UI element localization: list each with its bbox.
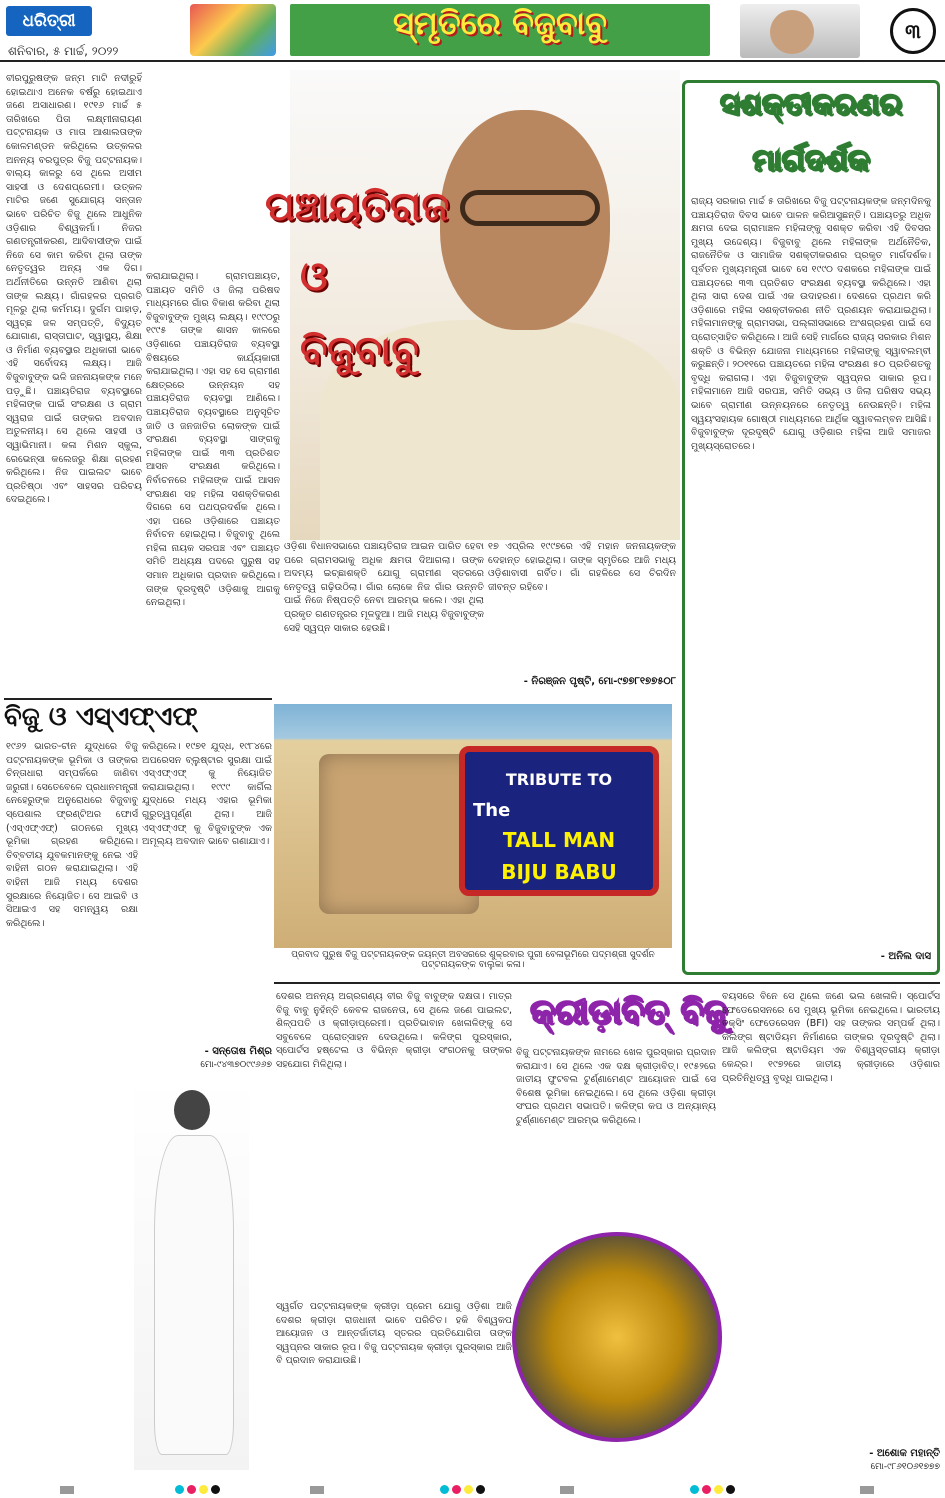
sports-article-col2 xyxy=(722,990,940,1444)
divider xyxy=(274,982,940,984)
main-headline-line1: ପଞ୍ଚାୟତିରାଜ xyxy=(265,184,450,230)
sports-article-byline: - ଅଶୋକ ମହାନ୍ତି xyxy=(869,1448,940,1459)
main-article-col2 xyxy=(146,270,280,694)
main-article-byline: - ନିରଞ୍ଜନ ପୃଷ୍ଟି, ମୋ-୯୭୭୮୧୭୭୫୦୮ xyxy=(523,676,676,687)
sports-article-col2-text: ବୟସରେ ବିନେ ସେ ଥିଲେ ଜଣେ ଭଲ ଖେଳାଳି। ସ୍ପୋର୍ଟସ ଫେଡେରେସନରେ ସେ ମୁଖ୍ୟ ଭୂମିକା ନେଇଥିଲେ। ଭାରତୀୟ ବକ୍ସିଂ ଫେଡେରେସନ (BFI) ସହ ତାଙ୍କର ସମ୍ପର୍କ ଥିଲା। କଲିଙ୍ଗ ଷ୍ଟାଡିୟମ ନିର୍ମାଣରେ ତାଙ୍କର ଦୂରଦୃଷ୍ଟି ଥିଲା। ଆଜି କଲିଙ୍ଗ ଷ୍ଟାଡିୟମ ଏକ ବିଶ୍ୱସ୍ତରୀୟ କ୍ରୀଡ଼ା କେନ୍ଦ୍ର। ୧୯୭୨ରେ ଜାତୀୟ କ୍ରୀଡ଼ାରେ ଓଡ଼ିଶାର ପ୍ରତିନିଧିତ୍ୱ ବୃଦ୍ଧି ପାଇଥିଲା। xyxy=(722,991,940,1084)
sports-article-col3-text: ସ୍ୱର୍ଗତ ପଟ୍ଟନାୟକଙ୍କ କ୍ରୀଡ଼ା ପ୍ରେମ ଯୋଗୁ ଓଡ଼ିଶା ଆଜି ଦେଶର କ୍ରୀଡ଼ା ରାଜଧାନୀ ଭାବେ ପରିଚିତ। ହକି ବିଶ୍ୱକପ ଆୟୋଜନ ଓ ଆନ୍ତର୍ଜାତୀୟ ସ୍ତରର ପ୍ରତିଯୋଗିତା ତାଙ୍କ ସ୍ୱପ୍ନର ସାକାର ରୂପ। ବିଜୁ ପଟ୍ଟନାୟକ କ୍ରୀଡ଼ା ପୁରସ୍କାର ଆଜି ବି ପ୍ରଦାନ କରାଯାଉଛି। xyxy=(276,1301,512,1367)
header-collage-image xyxy=(190,4,276,56)
sports-article-col1 xyxy=(516,1046,716,1228)
masthead xyxy=(0,0,945,62)
main-article-col4-text: ୧୭ ଏପ୍ରିଲ ୧୯୯୭ରେ ଏହି ମହାନ ଜନନାୟକଙ୍କ ଦେହାନ୍ତ ହୋଇଥିଲା। ତାଙ୍କ ସ୍ମୃତିରେ ଆଜି ମଧ୍ୟ ଓଡ଼ିଶାବାସୀ ଗର୍ବିତ। ଗାଁ ଗହଳିରେ ସେ ଚିରଦିନ ଜୀବନ୍ତ ରହିବେ। xyxy=(488,541,676,593)
sand-sculpture-face xyxy=(319,754,479,914)
main-article-col2-text: କରାଯାଇଥିଲା। ଗ୍ରାମପଞ୍ଚାୟତ, ପଞ୍ଚାୟତ ସମିତି ଓ ଜିଲା ପରିଷଦ ମାଧ୍ୟମରେ ଗାଁର ବିକାଶ କରିବା ଥିଲା ବିଜୁବାବୁଙ୍କ ମୁଖ୍ୟ ଲକ୍ଷ୍ୟ। ୧୯୯୦ରୁ ୧୯୯୫ ତାଙ୍କ ଶାସନ କାଳରେ ଓଡ଼ିଶାରେ ପଞ୍ଚାୟତିରାଜ ବ୍ୟବସ୍ଥା ବିଷୟରେ କାର୍ଯ୍ୟକାରୀ କରାଯାଇଥିଲା। ଏହା ସହ ସେ ଗ୍ରାମୀଣ କ୍ଷେତ୍ରରେ ଉନ୍ନୟନ ସହ ପଞ୍ଚାୟତିରାଜ ବ୍ୟବସ୍ଥା ଆଣିଲେ। ପଞ୍ଚାୟତିରାଜ ବ୍ୟବସ୍ଥାରେ ଅନୁସୂଚିତ ଜାତି ଓ ଜନଜାତିର ଲୋକଙ୍କ ପାଇଁ ସଂରକ୍ଷଣ ବ୍ୟବସ୍ଥା ସାଙ୍ଗକୁ ମହିଳାଙ୍କ ପାଇଁ ୩୩ ପ୍ରତିଶତ ଆସନ ସଂରକ୍ଷଣ କରିଥିଲେ। ନିର୍ବାଚନରେ ମହିଳାଙ୍କ ପାଇଁ ଆସନ ସଂରକ୍ଷଣ ସହ ମହିଳା ସଶକ୍ତିକରଣ ଦିଗରେ ସେ ପଥପ୍ରଦର୍ଶକ ଥିଲେ। ଏହା ପରେ ଓଡ଼ିଶାରେ ପଞ୍ଚାୟତ ନିର୍ବାଚନ ହୋଇଥିଲା। ବିଜୁବାବୁ ଥିଲେ ମହିଳା ନାୟକ ସରପଞ୍ଚ ଏବଂ ପଞ୍ଚାୟତ ସମିତି ଅଧ୍ୟକ୍ଷ ପଦରେ ପୁରୁଷ ସହ ସମାନ ଅଧିକାର ପ୍ରଦାନ କରିଥିଲେ। ତାଙ୍କ ଦୂରଦୃଷ୍ଟି ଓଡ଼ିଶାକୁ ଆଗକୁ ନେଇଥିଲା। xyxy=(146,271,280,609)
page-number: ୩ xyxy=(890,8,936,54)
sand-art-sign-line1: TRIBUTE TO xyxy=(505,770,613,789)
sand-art-sign-line5: BIJU BABU xyxy=(501,860,617,884)
right-article-byline: - ଅନିଲ ଦାସ xyxy=(880,951,931,962)
trophies-photo xyxy=(512,1232,722,1442)
sports-article-col3 xyxy=(276,1300,512,1470)
main-article-col3 xyxy=(284,540,484,690)
biju-saf-byline-phone: ମୋ-୯୪୩୭୦୯୯୬୬୭ xyxy=(200,1060,272,1070)
header-portrait-image xyxy=(740,4,860,58)
issue-date: ଶନିବାର, ୫ ମାର୍ଚ୍ଚ, ୨୦୨୨ xyxy=(8,44,119,58)
sports-article-col1-text: ବିଜୁ ପଟ୍ଟନାୟକଙ୍କ ନାମରେ ଖେଳ ପୁରସ୍କାର ପ୍ରଦାନ କରାଯାଏ। ସେ ଥିଲେ ଏକ ଦକ୍ଷ କ୍ରୀଡ଼ାବିତ୍। ୧୯୫୨ରେ ଜାତୀୟ ଫୁଟବଲ ଟୁର୍ଣ୍ଣାମେଣ୍ଟ ଆୟୋଜନ ପାଇଁ ସେ ବିଶେଷ ଭୂମିକା ନେଇଥିଲେ। ସେ ଥିଲେ ଓଡ଼ିଶା କ୍ରୀଡ଼ା ସଂଘର ପ୍ରଥମ ସଭାପତି। କଳିଙ୍ଗ କପ ଓ ଅନ୍ୟାନ୍ୟ ଟୁର୍ଣ୍ଣାମେଣ୍ଟ ଆରମ୍ଭ କରିଥିଲେ। xyxy=(516,1047,716,1126)
biju-saf-col1 xyxy=(6,740,138,1470)
main-article-col3-text: ଓଡ଼ିଶା ବିଧାନସଭାରେ ପଞ୍ଚାୟତିରାଜ ଆଇନ ପାରିତ ହେବା ପରେ ଗ୍ରାମସଭାକୁ ଅଧିକ କ୍ଷମତା ଦିଆଗଲା। ତାଙ୍କ ଅଦମ୍ୟ ଇଚ୍ଛାଶକ୍ତି ଯୋଗୁ ଗ୍ରାମୀଣ ସ୍ତରରେ ନେତୃତ୍ୱ ଗଢ଼ିଉଠିଲା। ଗାଁର ଲୋକେ ନିଜ ଗାଁର ଉନ୍ନତି ପାଇଁ ନିଜେ ନିଷ୍ପତ୍ତି ନେବା ଆରମ୍ଭ କଲେ। ଏହା ଥିଲା ପ୍ରକୃତ ଗଣତନ୍ତ୍ରର ମୂଳଦୁଆ। ଆଜି ମଧ୍ୟ ବିଜୁବାବୁଙ୍କ ସେହି ସ୍ୱପ୍ନ ସାକାର ହେଉଛି। xyxy=(284,541,484,634)
biju-saf-title: ବିଜୁ ଓ ଏସ୍ଏଫ୍ଏଫ୍ xyxy=(4,702,198,732)
right-article-body xyxy=(691,195,931,945)
sand-art-sign-line3: The xyxy=(473,800,511,821)
right-article-title-line2: ମାର୍ଗଦର୍ଶକ xyxy=(752,143,870,178)
bottom-article-text: ଦେଶର ଅନନ୍ୟ ଅଗ୍ରଗଣ୍ୟ ବୀର ବିଜୁ ବାବୁଙ୍କ ଦକ୍ଷତା। ମାତ୍ର ବିଜୁ ବାବୁ ନୁହଁନ୍ତି କେବଳ ରାଜନେତା, ସେ ଥିଲେ ଜଣେ ପାଇଲଟ, ଶିଳ୍ପପତି ଓ କ୍ରୀଡ଼ାପ୍ରେମୀ। ପ୍ରତିଭାବାନ ଖେଳାଳିଙ୍କୁ ସେ ସବୁବେଳେ ପ୍ରୋତ୍ସାହନ ଦେଉଥିଲେ। କଳିଙ୍ଗ ପୁରସ୍କାର, ସ୍ପୋର୍ଟସ ହଷ୍ଟେଲ ଓ ବିଭିନ୍ନ କ୍ରୀଡ଼ା ସଂଗଠନକୁ ତାଙ୍କର ସହଯୋଗ ମିଳିଥିଲା। xyxy=(276,991,512,1070)
printer-color-marks xyxy=(0,1482,945,1498)
right-article-text: ରାଜ୍ୟ ସରକାର ମାର୍ଚ୍ଚ ୫ ତାରିଖରେ ବିଜୁ ପଟ୍ଟନାୟକଙ୍କ ଜନ୍ମଦିନକୁ ପଞ୍ଚାୟତିରାଜ ଦିବସ ଭାବେ ପାଳନ କରିଆସୁଛନ୍ତି। ପଞ୍ଚାୟତରୁ ଅଧିକ କ୍ଷମତା ଦେଇ ଗ୍ରାମାଞ୍ଚଳ ମହିଳାଙ୍କୁ ସଶକ୍ତ କରିବା ଏହି ଦିବସର ମୁଖ୍ୟ ଉଦ୍ଦେଶ୍ୟ। ବିଜୁବାବୁ ଥିଲେ ମହିଳାଙ୍କ ଅର୍ଥନୈତିକ, ରାଜନୈତିକ ଓ ସାମାଜିକ ସଶକ୍ତୀକରଣର ପ୍ରକୃତ ମାର୍ଗଦର୍ଶକ। ପୂର୍ବତନ ମୁଖ୍ୟମନ୍ତ୍ରୀ ଭାବେ ସେ ୧୯୯୦ ଦଶକରେ ମହିଳାଙ୍କ ପାଇଁ ପଞ୍ଚାୟତରେ ୩୩ ପ୍ରତିଶତ ସଂରକ୍ଷଣ ବ୍ୟବସ୍ଥା କରିଥିଲେ। ଏହା ଥିଲା ସାରା ଦେଶ ପାଇଁ ଏକ ଉଦାହରଣ। ଦେଶରେ ପ୍ରଥମ କରି ଓଡ଼ିଶାରେ ମହିଳା ସଶକ୍ତୀକରଣ ନୀତି ପ୍ରଣୟନ କରାଯାଇଥିଲା। ମହିଳାମାନଙ୍କୁ ଗ୍ରାମସଭା, ପଲ୍ଲୀସଭାରେ ଅଂଶଗ୍ରହଣ ପାଇଁ ସେ ପ୍ରୋତ୍ସାହିତ କରିଥିଲେ। ଆଜି ସେହି ମାର୍ଗରେ ରାଜ୍ୟ ସରକାର ମିଶନ ଶକ୍ତି ଓ ବିଭିନ୍ନ ଯୋଜନା ମାଧ୍ୟମରେ ମହିଳାଙ୍କୁ ସ୍ୱାବଲମ୍ବୀ କରୁଛନ୍ତି। ୨୦୧୧ରେ ପଞ୍ଚାୟତରେ ମହିଳା ସଂରକ୍ଷଣ ୫୦ ପ୍ରତିଶତକୁ ବୃଦ୍ଧି କରାଗଲା। ଏହା ବିଜୁବାବୁଙ୍କ ସ୍ୱପ୍ନର ସାକାର ରୂପ। ମହିଳାମାନେ ଆଜି ସରପଞ୍ଚ, ସମିତି ସଭ୍ୟ ଓ ଜିଲା ପରିଷଦ ସଭ୍ୟ ଭାବେ ଗ୍ରାମୀଣ ଉନ୍ନୟନରେ ନେତୃତ୍ୱ ନେଉଛନ୍ତି। ମହିଳା ସ୍ୱୟଂସହାୟକ ଗୋଷ୍ଠୀ ମାଧ୍ୟମରେ ଆର୍ଥିକ ସ୍ୱାବଲମ୍ବନ ଆସିଛି। ବିଜୁବାବୁଙ୍କ ଦୂରଦୃଷ୍ଟି ଯୋଗୁ ଓଡ଼ିଶାର ମହିଳା ଆଜି ସମାଜର ମୁଖ୍ୟସ୍ରୋତରେ। xyxy=(691,196,931,452)
section-banner-title: ସ୍ମୃତିରେ ବିଜୁବାବୁ xyxy=(393,4,607,42)
section-banner xyxy=(290,4,710,56)
newspaper-logo: ଧରିତ୍ରୀ xyxy=(6,6,92,36)
sand-art-sign xyxy=(459,746,659,896)
main-headline-line2: ଓ ବିଜୁବାବୁ xyxy=(300,254,419,374)
sports-article-title: କ୍ରୀଡ଼ାବିତ୍ ବିଜୁ xyxy=(530,992,728,1032)
sand-art-caption: ପ୍ରବାଦ ପୁରୁଷ ବିଜୁ ପଟ୍ଟନାୟକଙ୍କ ଜୟନ୍ତୀ ଅବସରରେ ଶୁକ୍ରବାର ପୁରୀ ବେଳାଭୂମିରେ ପଦ୍ମଶ୍ରୀ ସୁଦର୍ଶନ ପଟ୍ଟନାୟକଙ୍କ ବାଲୁକା କଳା। xyxy=(291,950,655,970)
main-article-col4 xyxy=(488,540,676,672)
main-article-col1-text: ବୀରପୁରୁଷଙ୍କ ଜନ୍ମ ମାଟି ନଦୀରୁହିଁ ହୋଇଥାଏ ଅନେକ ବର୍ଷରୁ ହୋଇଥାଏ ଜଣେ ଅସାଧାରଣ। ୧୯୧୬ ମାର୍ଚ୍ଚ ୫ ତାରିଖରେ ପିତା ଲକ୍ଷ୍ମୀନାରାୟଣ ପଟ୍ଟନାୟକ ଓ ମାତା ଆଶାଲତାଙ୍କ କୋଳମଣ୍ଡନ କରିଥିଲେ ଉତ୍କଳର ଅନନ୍ୟ ବରପୁତ୍ର ବିଜୁ ପଟ୍ଟନାୟକ। ବାଲ୍ୟ କାଳରୁ ସେ ଥିଲେ ଅସୀମ ସାହସୀ ଓ ଦେଶପ୍ରେମୀ। ଉତ୍କଳ ମାଟିର ଜଣେ ସୁଯୋଗ୍ୟ ସନ୍ତାନ ଭାବେ ପରିଚିତ ବିଜୁ ଥିଲେ ଆଧୁନିକ ଓଡ଼ିଶାର ବିଶ୍ୱକର୍ମା। ନିଜର ଗଣତନ୍ତ୍ରୀକରଣ, ଆଦିବାସୀଙ୍କ ପାଇଁ ନିଜେ ସେ କାମ କରିବା ଥିଲା ତାଙ୍କ ନେତୃତ୍ୱର ଅନ୍ୟ ଏକ ଦିଗ। ଅର୍ଥନୀତିରେ ଉନ୍ନତି ଆଣିବା ଥିଲା ତାଙ୍କ ଲକ୍ଷ୍ୟ। ଗାଁଗହଳର ପ୍ରଗତି ମୂଳରୁ ଥିଲା କର୍ମମୟ। ଦୁର୍ଗମ ପାହାଡ଼, ସ୍ୱଚ୍ଛ ଜଳ ସମ୍ପତ୍ତି, ବିଦ୍ୟୁତ ଯୋଗାଣ, ରାସ୍ତାଘାଟ, ସ୍ୱାସ୍ଥ୍ୟ, ଶିକ୍ଷା ଓ ନିର୍ମାଣ ବ୍ୟବସ୍ଥାର ଅଧିକାରୀ ଭାବେ ଏହି ସର୍ବୋଦୟ ଲକ୍ଷ୍ୟ। ଆଜି ବିଜୁବାବୁଙ୍କ ଭଳି ଜନନାୟକଙ୍କ ମନେ ପଡ଼ୁଛି। ପଞ୍ଚାୟତିରାଜ ବ୍ୟବସ୍ଥାରେ ମହିଳାଙ୍କ ପାଇଁ ସଂରକ୍ଷଣ ଓ ଗ୍ରାମ ସ୍ୱରାଜ ପାଇଁ ତାଙ୍କର ଅବଦାନ ଅତୁଳନୀୟ। ସେ ଥିଲେ ସାହସୀ ଓ ସ୍ୱାଭିମାନୀ। କଳା ମିଶନ ସ୍କୁଲ, ରେଭେନ୍ସା କଲେଜରୁ ଶିକ୍ଷା ଗ୍ରହଣ କରିଥିଲେ। ନିଜ ପାଇଲଟ ଭାବେ ପ୍ରତିଷ୍ଠା ଏବଂ ସାହସର ପରିଚୟ ଦେଇଥିଲେ। xyxy=(6,73,142,506)
biju-saf-col1-text: ୧୯୬୨ ଭାରତ-ଚୀନ ଯୁଦ୍ଧରେ ବିଜୁ ପଟ୍ଟନାୟକଙ୍କ ଭୂମିକା ଓ ତାଙ୍କର ଚିନ୍ତାଧାରା ସମ୍ପର୍କରେ ଜାଣିବା ଜରୁରୀ। ସେତେବେଳେ ପ୍ରଧାନମନ୍ତ୍ରୀ ନେହେରୁଙ୍କ ଅନୁରୋଧରେ ବିଜୁବାବୁ ସ୍ପେଶାଲ ଫ୍ରଣ୍ଟିଅର ଫୋର୍ସ (ଏସ୍ଏଫ୍ଏଫ୍) ଗଠନରେ ମୁଖ୍ୟ ଭୂମିକା ଗ୍ରହଣ କରିଥିଲେ। ତିବ୍ବତୀୟ ଯୁବକମାନଙ୍କୁ ନେଇ ଏହି ବାହିନୀ ଗଠନ କରାଯାଇଥିଲା। ଏହି ବାହିନୀ ଆଜି ମଧ୍ୟ ଦେଶର ସୁରକ୍ଷାରେ ନିୟୋଜିତ। ସେ ଆଇବି ଓ ସିଆଇଏ ସହ ସମନ୍ୱୟ ରକ୍ଷା କରିଥିଲେ। xyxy=(6,741,138,929)
right-article-title-line1: ସଶକ୍ତୀକରଣର xyxy=(719,87,903,122)
biju-saf-col2-text: କରିଥିଲେ। ୧୯୭୧ ଯୁଦ୍ଧ, ୧୯୮୪ରେ ଅପରେସନ ବ୍ଲୁଷ୍ଟାର ସୁରକ୍ଷା ପାଇଁ ଏସ୍ଏଫ୍ଏଫ୍ କୁ ନିୟୋଜିତ କରାଯାଇଥିଲା। ୧୯୯୯ କାର୍ଗିଲ ଯୁଦ୍ଧରେ ମଧ୍ୟ ଏହାର ଭୂମିକା ଗୁରୁତ୍ୱପୂର୍ଣ୍ଣ ଥିଲା। ଆଜି ଏସ୍ଏଫ୍ଏଫ୍ କୁ ବିଜୁବାବୁଙ୍କ ଏକ ଅମୂଲ୍ୟ ଅବଦାନ ଭାବେ ଗଣାଯାଏ। xyxy=(142,741,272,848)
main-article-col1 xyxy=(6,72,142,694)
divider xyxy=(4,698,272,700)
standing-figure-photo xyxy=(134,1080,249,1470)
sand-art-photo xyxy=(274,704,672,948)
sand-art-sign-line4: TALL MAN xyxy=(502,828,616,852)
biju-saf-byline: - ସନ୍ତୋଷ ମିଶ୍ର xyxy=(204,1046,272,1057)
sports-article-byline-phone: ମୋ-୯୮୬୧୦୬୧୭୭୭ xyxy=(870,1462,940,1472)
biju-saf-col2 xyxy=(142,740,272,1040)
right-article-box xyxy=(682,80,940,975)
